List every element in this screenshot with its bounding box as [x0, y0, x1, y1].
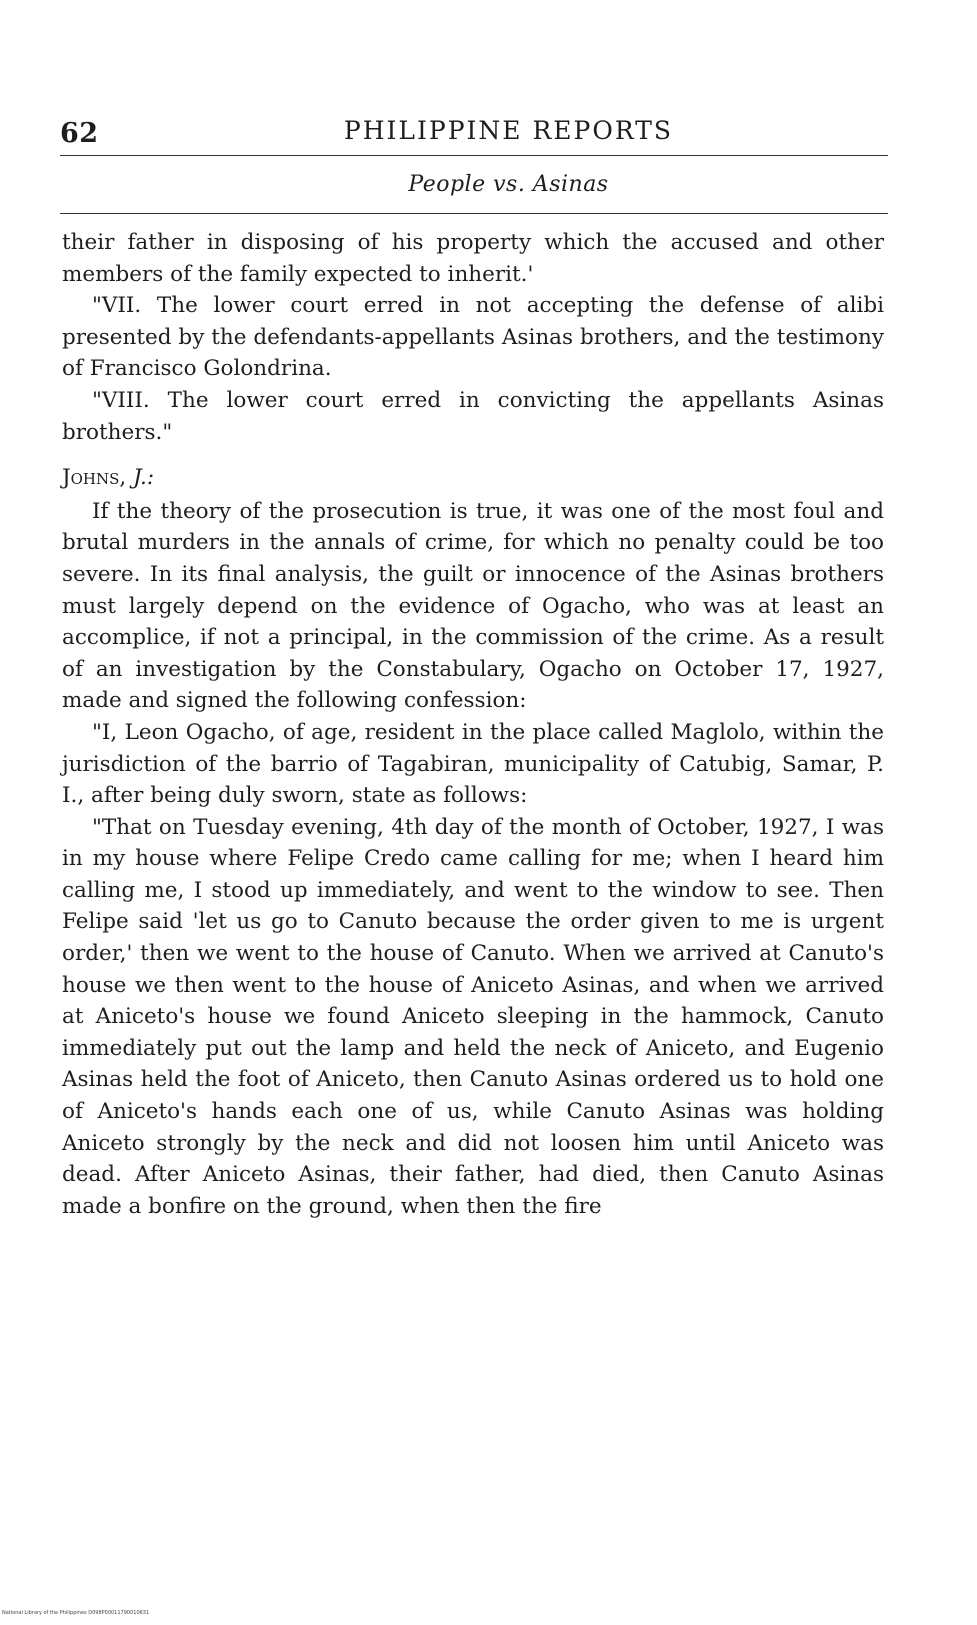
- header-rule-bottom: [60, 213, 888, 214]
- page-number: 62: [60, 118, 99, 149]
- body-text: [62, 227, 884, 1222]
- judge-name: Johns,: [62, 465, 127, 491]
- paragraph-error-viii: "VIII. The lower court erred in convicting the appellants Asinas brothers.": [62, 387, 884, 445]
- paragraph-error-vii: "VII. The lower court erred in not accepting the defense of alibi presented by the defendants-appellants Asinas brothers, and the testimony of Francisco Golondrina.: [62, 293, 884, 382]
- running-title: PHILIPPINE REPORTS: [343, 116, 674, 145]
- paragraph-confession-body: "That on Tuesday evening, 4th day of the month of October, 1927, I was in my house where Felipe Credo came calling for me; when I heard him calling me, I stood up immediately, and went to the window to see. Then Felipe said 'let us go to Canuto because the order given to me is urgent order,' then we went to the house of Canuto. When we arrived at Canuto's house we then went to the house of Aniceto Asinas, and when we arrived at Aniceto's house we found Aniceto sleeping in the hammock, Canuto immediately put out the lamp and held the neck of Aniceto, and Eugenio Asinas held the foot of Aniceto, then Canuto Asinas ordered us to hold one of Aniceto's hands each one of us, while Canuto Asinas was holding Aniceto strongly by the neck and did not loosen him until Aniceto was dead. After Aniceto Asinas, their father, had died, then Canuto Asinas made a bonfire on the ground, when then the fire: [62, 814, 884, 1219]
- paragraph-confession-intro: "I, Leon Ogacho, of age, resident in the place called Maglolo, within the jurisdiction of the barrio of Tagabiran, municipality of Catubig, Samar, P. I., after being duly sworn, state as follows:: [62, 719, 884, 809]
- case-title: People vs. Asinas: [408, 172, 609, 197]
- header-rule-top: [60, 155, 888, 156]
- footer-library-id: National Library of the Philippines D098P00011790010631: [2, 1610, 150, 1616]
- paragraph-continuation: their father in disposing of his property which the accused and other members of the family expected to inherit.': [62, 230, 884, 287]
- judge-initial: J.:: [133, 465, 155, 491]
- judge-heading: [62, 462, 884, 494]
- paragraph-opinion: If the theory of the prosecution is true, it was one of the most foul and brutal murders in the annals of crime, for which no penalty could be too severe. In its final analysis, the guilt or innocence of the Asinas brothers must largely depend on the evidence of Ogacho, who was at least an accomplice, if not a principal, in the commission of the crime. As a result of an investigation by the Constabulary, Ogacho on October 17, 1927, made and signed the following confession:: [62, 498, 884, 714]
